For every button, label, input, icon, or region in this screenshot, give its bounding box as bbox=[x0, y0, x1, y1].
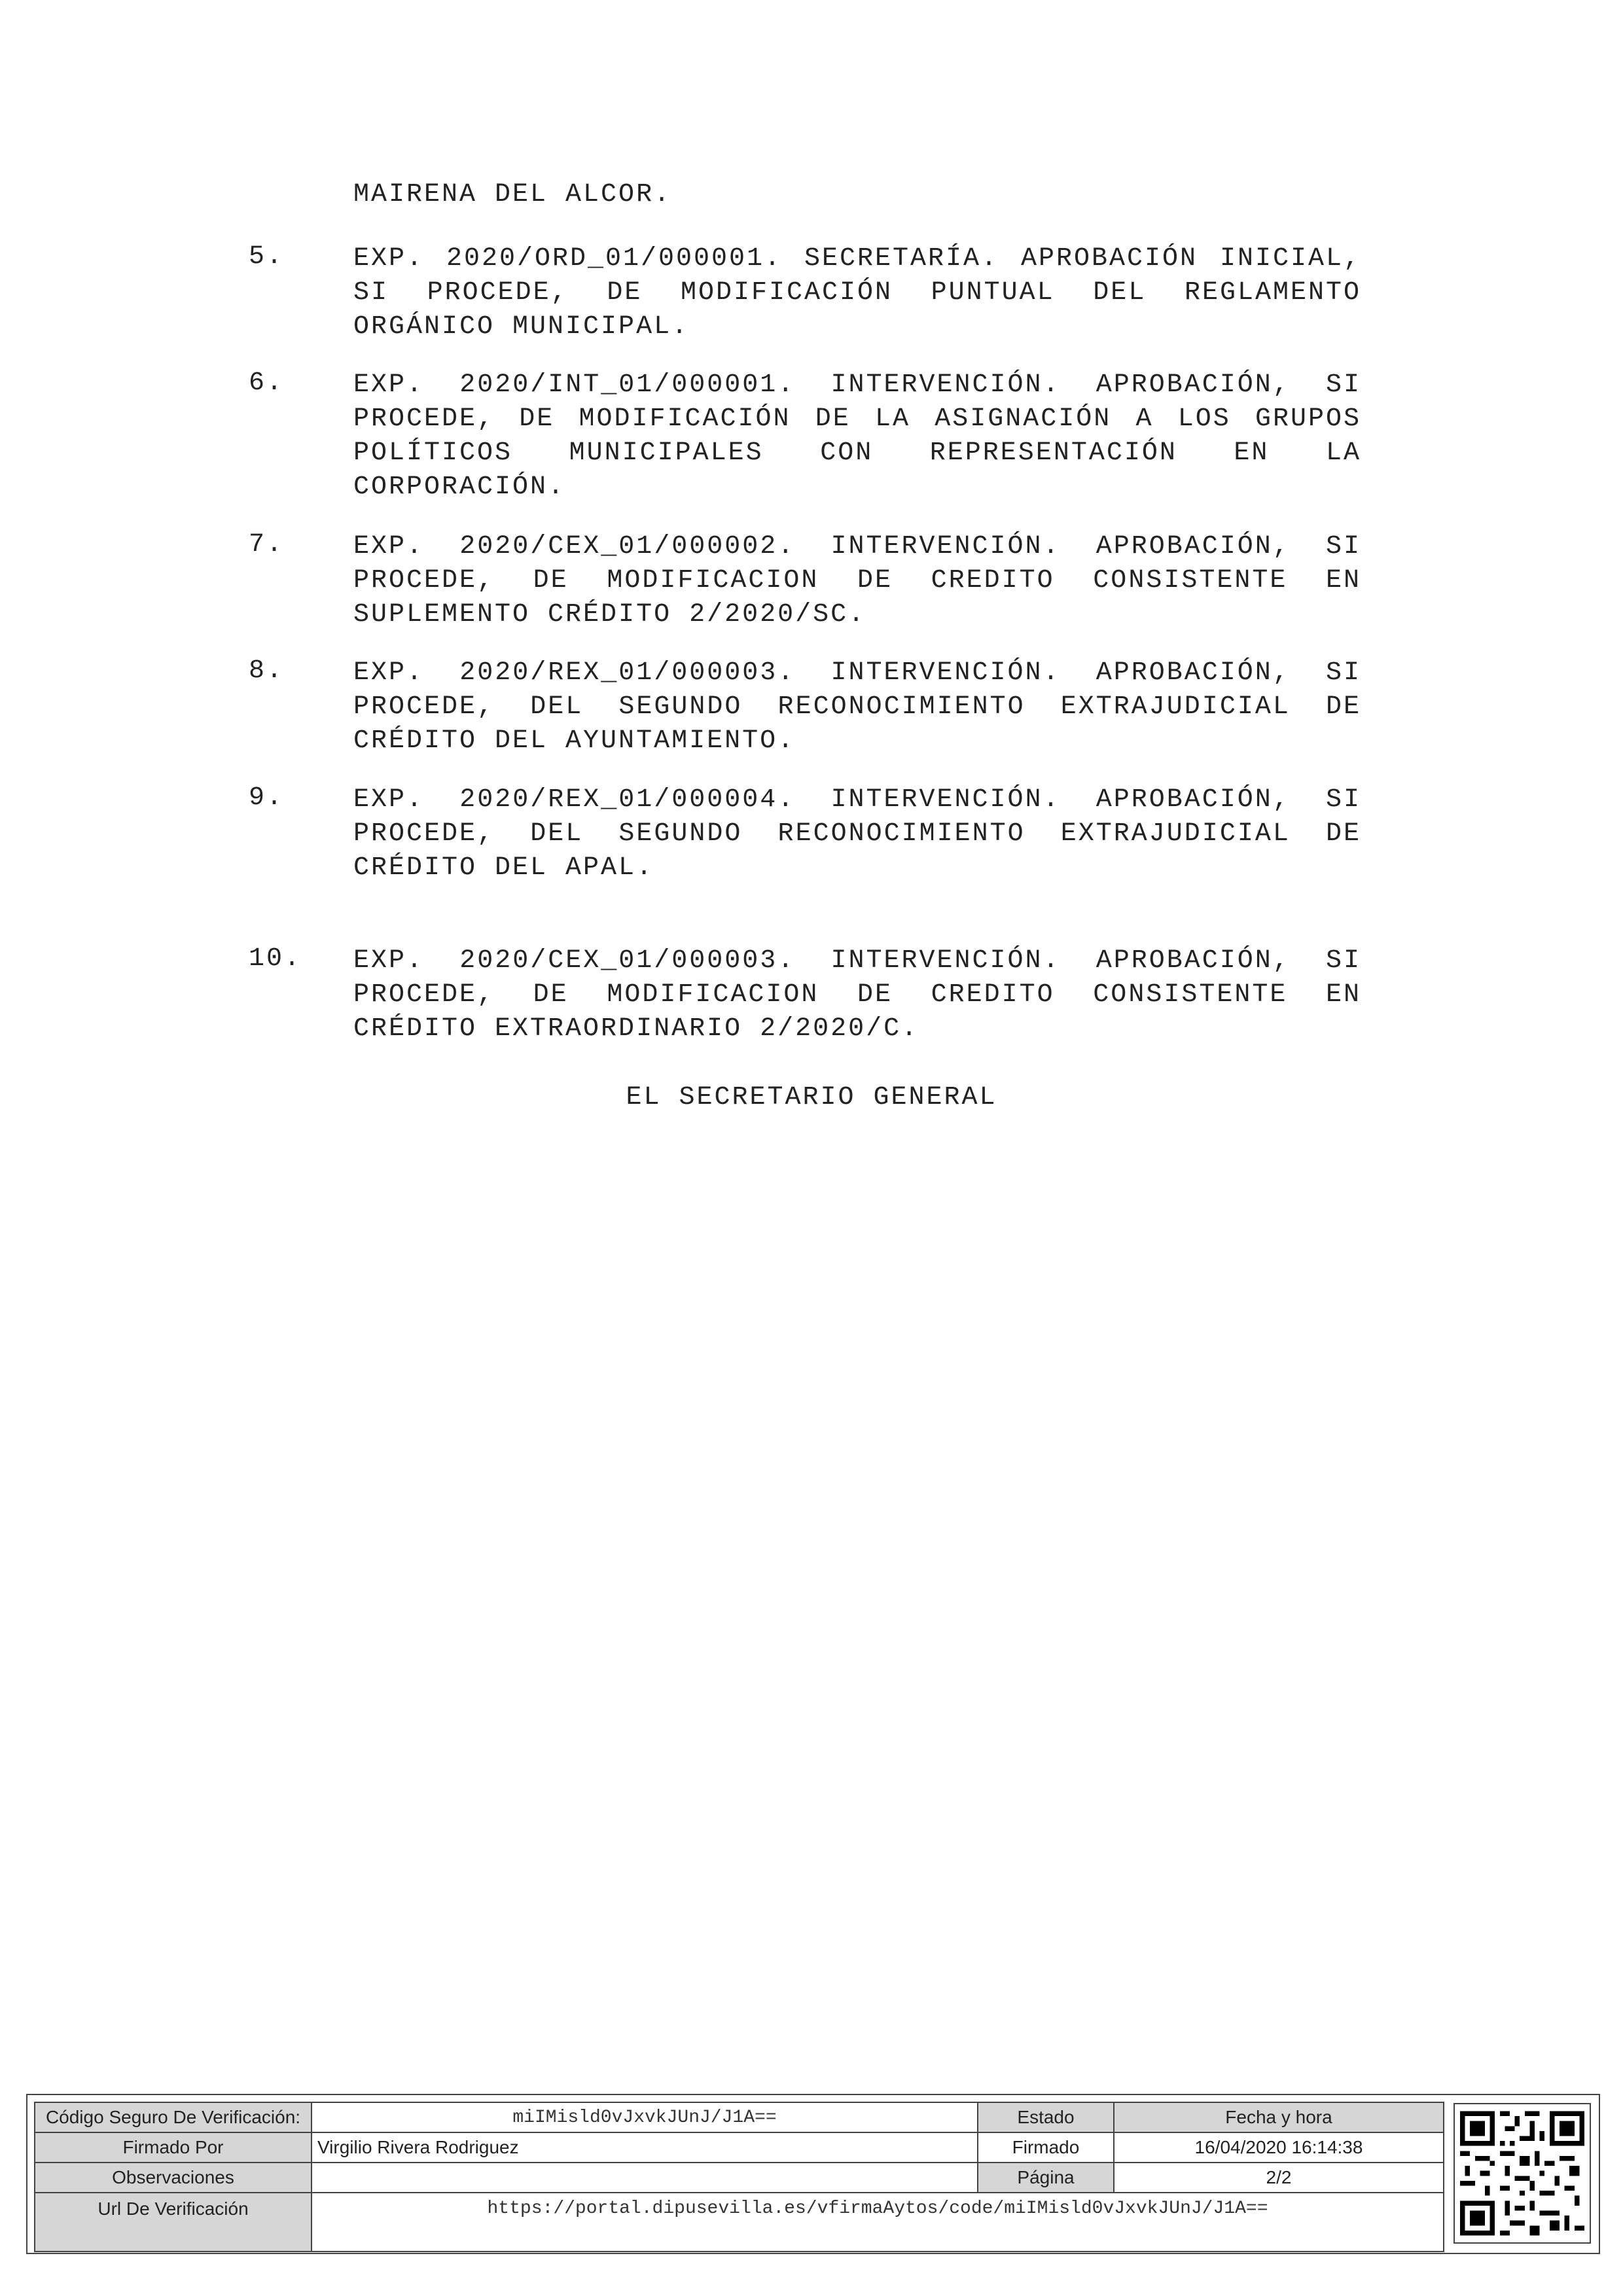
item-text: EXP. 2020/INT_01/000001. INTERVENCIÓN. APROBACIÓN, SI PROCEDE, DE MODIFICACIÓN DE LA ASIGNACIÓN A LOS GRUPOS POLÍTICOS MUNICIPALES CON REPRESENTACIÓN EN LA CORPORACIÓN. bbox=[353, 370, 1361, 502]
item-number: 7. bbox=[249, 530, 285, 559]
item-text: EXP. 2020/CEX_01/000003. INTERVENCIÓN. APROBACIÓN, SI PROCEDE, DE MODIFICACION DE CREDITO CONSISTENTE EN CRÉDITO EXTRAORDINARIO 2/2020/C. bbox=[353, 946, 1361, 1044]
url-value[interactable]: https://portal.dipusevilla.es/vfirmaAytos/code/miIMisld0vJxvkJUnJ/J1A== bbox=[312, 2193, 1444, 2252]
verification-table bbox=[34, 2102, 1444, 2252]
csv-value: miIMisld0vJxvkJUnJ/J1A== bbox=[312, 2102, 978, 2132]
qr-code-icon bbox=[1454, 2103, 1591, 2244]
item-number: 8. bbox=[249, 656, 285, 686]
pagina-label: Página bbox=[978, 2163, 1114, 2193]
item-text: EXP. 2020/CEX_01/000002. INTERVENCIÓN. APROBACIÓN, SI PROCEDE, DE MODIFICACION DE CREDITO CONSISTENTE EN SUPLEMENTO CRÉDITO 2/2020/SC. bbox=[353, 532, 1361, 629]
csv-label: Código Seguro De Verificación: bbox=[35, 2102, 312, 2132]
item-number: 6. bbox=[249, 368, 285, 398]
item-text: EXP. 2020/REX_01/000004. INTERVENCIÓN. APROBACIÓN, SI PROCEDE, DEL SEGUNDO RECONOCIMIENTO EXTRAJUDICIAL DE CRÉDITO DEL APAL. bbox=[353, 785, 1361, 883]
url-label: Url De Verificación bbox=[35, 2193, 312, 2252]
estado-label: Estado bbox=[978, 2102, 1114, 2132]
pagina-value: 2/2 bbox=[1114, 2163, 1444, 2193]
verification-box bbox=[26, 2094, 1600, 2254]
item-text: EXP. 2020/REX_01/000003. INTERVENCIÓN. APROBACIÓN, SI PROCEDE, DEL SEGUNDO RECONOCIMIENTO EXTRAJUDICIAL DE CRÉDITO DEL AYUNTAMIENTO. bbox=[353, 658, 1361, 756]
estado-value: Firmado bbox=[978, 2132, 1114, 2163]
item-number: 9. bbox=[249, 783, 285, 813]
observaciones-label: Observaciones bbox=[35, 2163, 312, 2193]
item-text: EXP. 2020/ORD_01/000001. SECRETARÍA. APROBACIÓN INICIAL, SI PROCEDE, DE MODIFICACIÓN PUNTUAL DEL REGLAMENTO ORGÁNICO MUNICIPAL. bbox=[353, 244, 1361, 342]
intro-line: MAIRENA DEL ALCOR. bbox=[353, 180, 672, 209]
item-number: 10. bbox=[249, 944, 302, 974]
signature-title: EL SECRETARIO GENERAL bbox=[626, 1083, 997, 1112]
firmado-por-value: Virgilio Rivera Rodriguez bbox=[312, 2132, 978, 2163]
fecha-value: 16/04/2020 16:14:38 bbox=[1114, 2132, 1444, 2163]
item-number: 5. bbox=[249, 242, 285, 272]
fecha-label: Fecha y hora bbox=[1114, 2102, 1444, 2132]
firmado-por-label: Firmado Por bbox=[35, 2132, 312, 2163]
observaciones-value bbox=[312, 2163, 978, 2193]
